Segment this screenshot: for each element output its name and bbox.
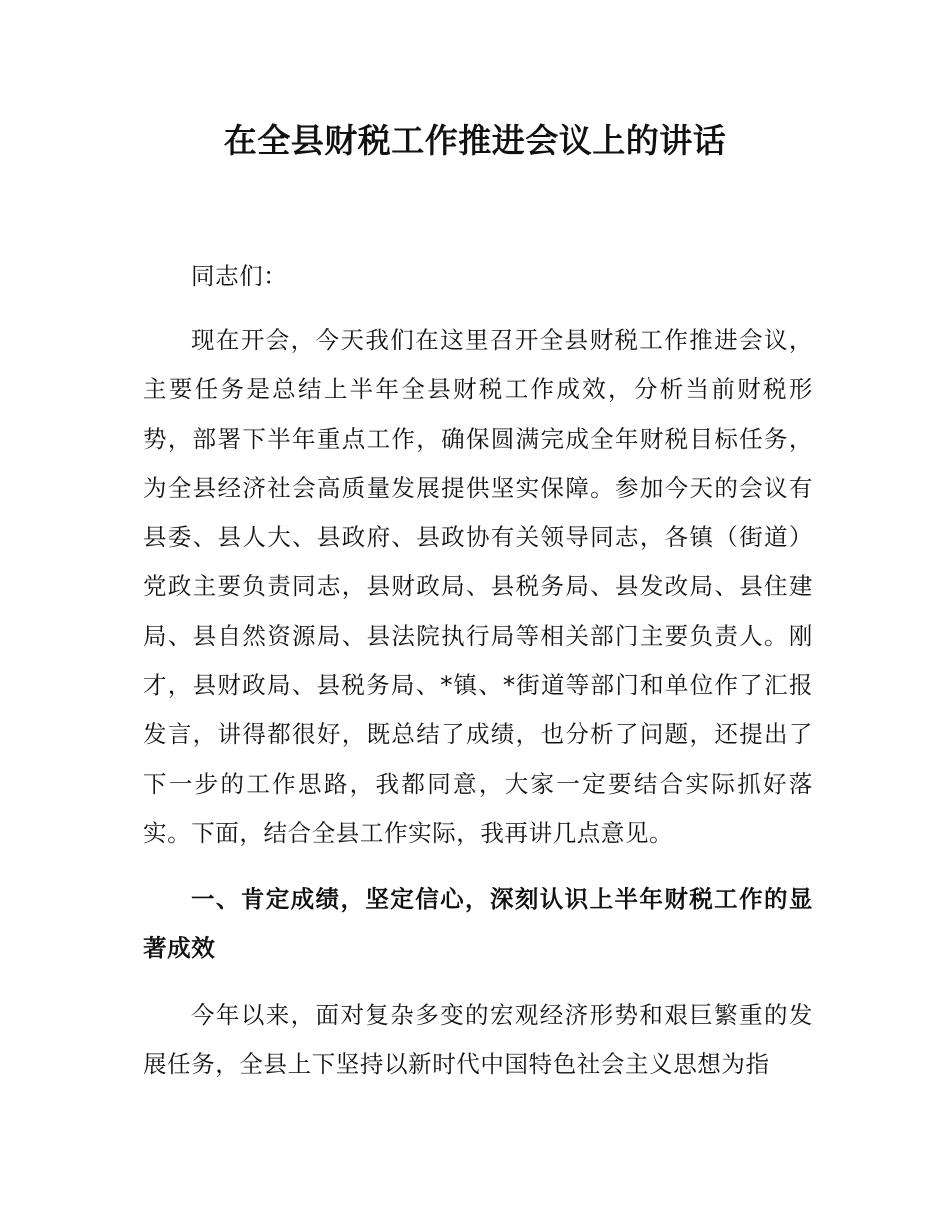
greeting: 同志们： xyxy=(191,262,288,290)
section-1-paragraph: 今年以来，面对复杂多变的宏观经济形势和艰巨繁重的发展任务，全县上下坚持以新时代中国特色社会主义思想为指 xyxy=(143,1001,813,1079)
opening-paragraph: 现在开会，今天我们在这里召开全县财税工作推进会议，主要任务是总结上半年全县财税工作成效，分析当前财税形势，部署下半年重点工作，确保圆满完成全年财税目标任务，为全县经济社会高质量发展提供坚实保障。参加今天的会议有县委、县人大、县政府、县政协有关领导同志，各镇（街道）党政主要负责同志，县财政局、县税务局、县发改局、县住建局、县自然资源局、县法院执行局等相关部门主要负责人。刚才，县财政局、县税务局、*镇、*街道等部门和单位作了汇报发言，讲得都很好，既总结了成绩，也分析了问题，还提出了下一步的工作思路，我都同意，大家一定要结合实际抓好落实。下面，结合全县工作实际，我再讲几点意见。 xyxy=(143,326,813,847)
document-title: 在全县财税工作推进会议上的讲话 xyxy=(223,121,727,160)
section-heading-1: 一、肯定成绩，坚定信心，深刻认识上半年财税工作的显著成效 xyxy=(143,885,813,963)
